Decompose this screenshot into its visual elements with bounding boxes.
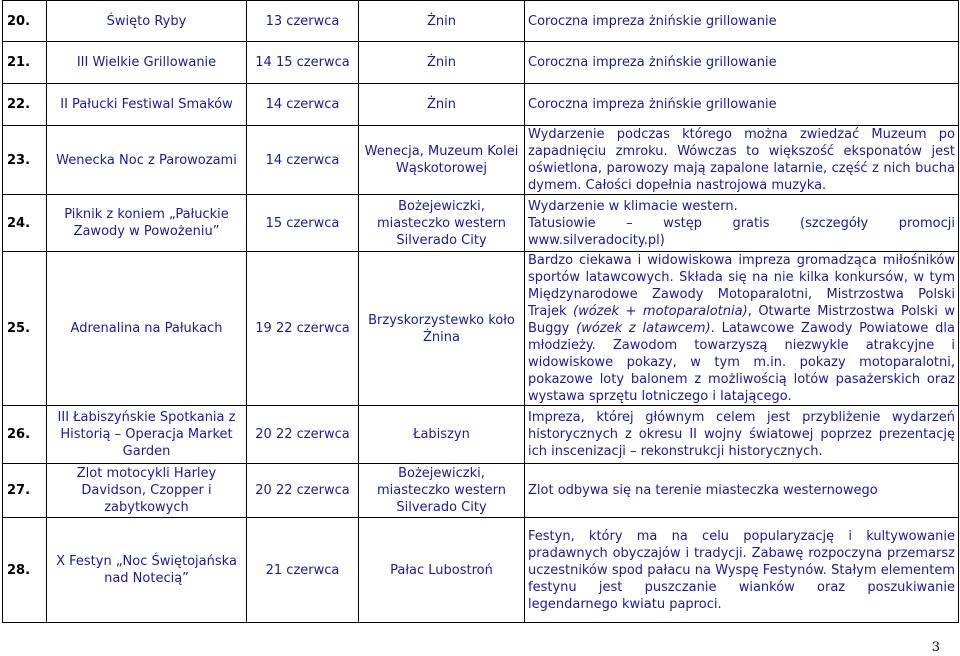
event-name: X Festyn „Noc Świętojańska nad Notecią” [47, 518, 247, 623]
event-place: Brzyskorzystewko koło Żnina [359, 252, 525, 406]
row-number: 28. [3, 518, 47, 623]
table-row [3, 42, 959, 84]
event-place: Bożejewiczki, miasteczko western Silverado City [359, 464, 525, 518]
table-row [3, 406, 959, 464]
event-place: Bożejewiczki, miasteczko western Silverado City [359, 195, 525, 252]
event-description: Impreza, której głównym celem jest przybliżenie wydarzeń historycznych z okresu II wojny światowej poprzez prezentację ich inscenizacji – rekonstrukcji historycznych. [525, 406, 959, 464]
row-number: 27. [3, 464, 47, 518]
event-date: 14 czerwca [247, 126, 359, 195]
event-description: Coroczna impreza żnińskie grillowanie [525, 42, 959, 84]
description-text: Bardzo ciekawa i widowiskowa impreza gromadząca miłośników sportów latawcowych. Składa się na nie kilka konkursów, w tym Międzynarodowe Zawody Motoparalotni, Mistrzostwa Polski Trajek [528, 253, 955, 319]
event-name: Adrenalina na Pałukach [47, 252, 247, 406]
event-place: Pałac Lubostroń [359, 518, 525, 623]
description-italic: (wózek z latawcem) [576, 321, 711, 336]
row-number: 25. [3, 252, 47, 406]
row-number: 21. [3, 42, 47, 84]
event-name: Wenecka Noc z Parowozami [47, 126, 247, 195]
event-place: Żnin [359, 42, 525, 84]
row-number: 26. [3, 406, 47, 464]
page-number: 3 [931, 640, 940, 655]
event-name: Święto Ryby [47, 1, 247, 42]
event-promo-line: Tatusiowie – wstęp gratis (szczegóły promocji www.silveradocity.pl) [528, 215, 955, 248]
event-place: Wenecja, Muzeum Kolei Wąskotorowej [359, 126, 525, 195]
table-row [3, 464, 959, 518]
event-description: Coroczna impreza żnińskie grillowanie [525, 1, 959, 42]
event-date: 19 22 czerwca [247, 252, 359, 406]
event-name: II Pałucki Festiwal Smaków [47, 84, 247, 126]
event-description [525, 252, 959, 406]
event-date: 15 czerwca [247, 195, 359, 252]
table-row [3, 195, 959, 252]
event-date: 21 czerwca [247, 518, 359, 623]
events-table [2, 0, 959, 623]
event-date: 13 czerwca [247, 1, 359, 42]
event-description: Zlot odbywa się na terenie miasteczka westernowego [525, 464, 959, 518]
event-date: 14 czerwca [247, 84, 359, 126]
table-row [3, 518, 959, 623]
event-place: Łabiszyn [359, 406, 525, 464]
event-name: III Wielkie Grillowanie [47, 42, 247, 84]
row-number: 23. [3, 126, 47, 195]
row-number: 22. [3, 84, 47, 126]
event-description: Coroczna impreza żnińskie grillowanie [525, 84, 959, 126]
event-place: Żnin [359, 1, 525, 42]
event-description-line: Wydarzenie w klimacie western. [528, 198, 738, 214]
event-date: 20 22 czerwca [247, 464, 359, 518]
description-text: , Otwarte Mistrzostwa Polski w Buggy [528, 304, 955, 336]
event-date: 20 22 czerwca [247, 406, 359, 464]
table-row [3, 1, 959, 42]
table-row [3, 84, 959, 126]
event-date: 14 15 czerwca [247, 42, 359, 84]
event-description: Festyn, który ma na celu popularyzację i kultywowanie pradawnych obyczajów i tradycji. Zabawę rozpoczyna przemarsz uczestników spod pałacu na Wyspę Festynów. Stałym elementem festynu jest puszczanie wianków oraz poszukiwanie legendarnego kwiatu paproci. [525, 518, 959, 623]
description-text: . Latawcowe Zawody Powiatowe dla młodzieży. Zawodom towarzyszą niezwykle atrakcyjne i widowiskowe pokazy, w tym m.in. pokazy motoparalotni, pokazowe loty balonem z możliwością lotów pasażerskich oraz wystawa sprzętu lotniczego i latającego. [528, 321, 955, 404]
description-italic: (wózek + motoparalotnia) [573, 304, 748, 319]
event-place: Żnin [359, 84, 525, 126]
table-row [3, 252, 959, 406]
event-description [525, 195, 959, 252]
event-name: III Łabiszyńskie Spotkania z Historią – Operacja Market Garden [47, 406, 247, 464]
row-number: 20. [3, 1, 47, 42]
event-name: Zlot motocykli Harley Davidson, Czopper i zabytkowych [47, 464, 247, 518]
event-name: Piknik z koniem „Pałuckie Zawody w Powożeniu” [47, 195, 247, 252]
event-description: Wydarzenie podczas którego można zwiedzać Muzeum po zapadnięciu zmroku. Wówczas to większość eksponatów jest oświetlona, parowozy mają zapalone latarnie, część z nich bucha dymem. Całości dopełnia nastrojowa muzyka. [525, 126, 959, 195]
table-row [3, 126, 959, 195]
row-number: 24. [3, 195, 47, 252]
